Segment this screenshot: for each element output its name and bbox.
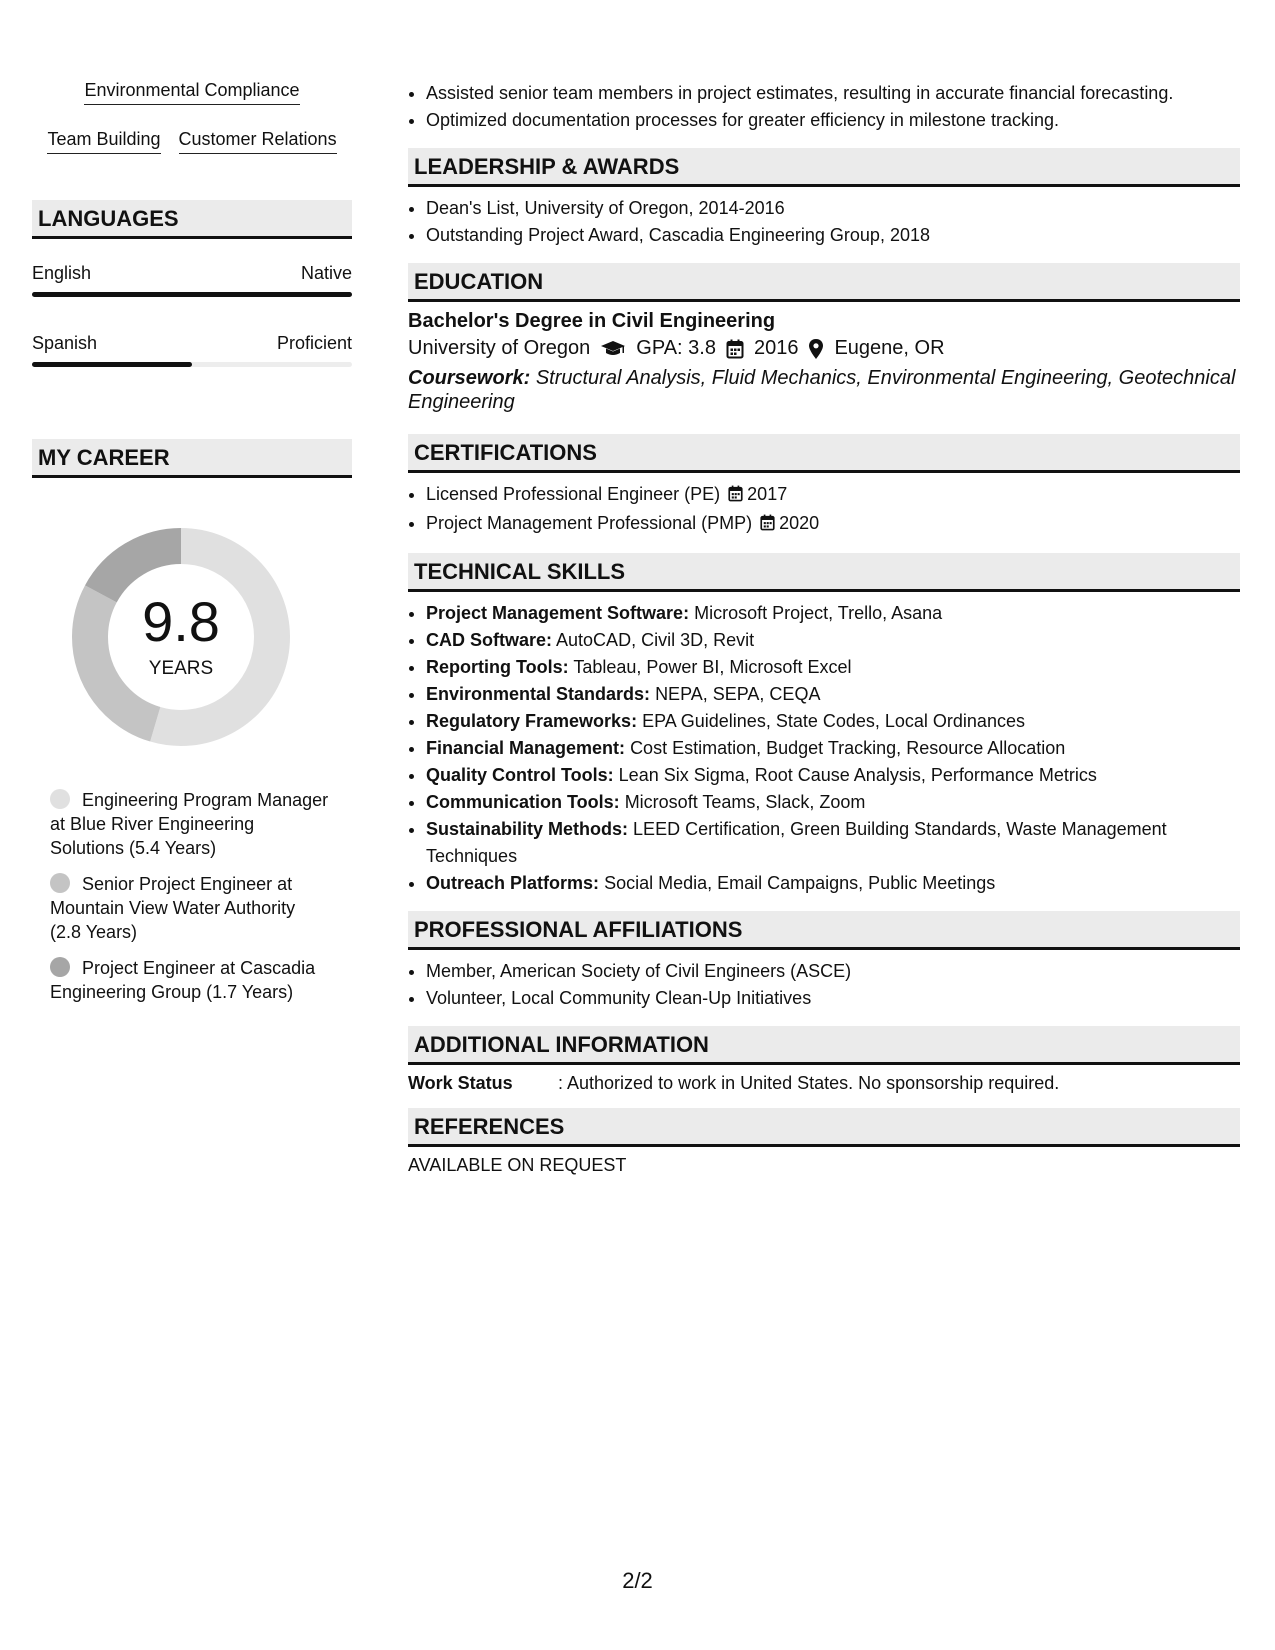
education-coursework	[408, 366, 1240, 414]
language-name: English	[32, 263, 92, 283]
left-column	[32, 80, 352, 1016]
education-school: University of Oregon	[408, 337, 591, 359]
skill-label: CAD Software:	[426, 630, 553, 650]
career-legend-dot	[50, 789, 70, 809]
skill-item	[426, 681, 1240, 708]
skill-value: AutoCAD, Civil 3D, Revit	[556, 630, 755, 650]
language-proficiency-fill	[32, 292, 352, 297]
coursework-text: Structural Analysis, Fluid Mechanics, Environmental Engineering, Geotechnical Engineering	[408, 367, 1236, 413]
language-proficiency-fill	[32, 362, 192, 367]
skill-value: LEED Certification, Green Building Standards, Waste Management Techniques	[426, 819, 1167, 866]
skill-label: Outreach Platforms:	[426, 873, 600, 893]
location-pin-icon	[808, 338, 824, 360]
skill-item	[426, 816, 1240, 870]
career-item	[50, 788, 330, 860]
certification-year: 2017	[747, 484, 788, 504]
skill-label: Financial Management:	[426, 738, 626, 758]
certification-item	[426, 510, 1240, 539]
leadership-item: • Outstanding Project Award, Cascadia Engineering Group, 2018	[426, 222, 1240, 249]
career-item	[50, 956, 330, 1004]
skill-value: Social Media, Email Campaigns, Public Meetings	[604, 873, 996, 893]
skill-value: Microsoft Teams, Slack, Zoom	[624, 792, 866, 812]
references-heading: REFERENCES	[408, 1108, 1240, 1147]
certification-name: Licensed Professional Engineer (PE)	[426, 484, 721, 504]
skill-tag: Customer Relations	[179, 129, 337, 154]
education-location: Eugene, OR	[834, 337, 945, 359]
career-legend	[50, 788, 330, 1004]
education-meta	[408, 337, 1240, 360]
career-legend-dot	[50, 957, 70, 977]
career-donut-chart	[66, 522, 296, 752]
additional-info-heading: ADDITIONAL INFORMATION	[408, 1026, 1240, 1065]
coursework-label: Coursework:	[408, 367, 531, 389]
page-number: 2/2	[622, 1568, 653, 1593]
education-heading: EDUCATION	[408, 263, 1240, 302]
skill-item	[426, 600, 1240, 627]
education-section	[408, 263, 1240, 414]
skill-value: Cost Estimation, Budget Tracking, Resource Allocation	[630, 738, 1066, 758]
technical-skills-section	[408, 553, 1240, 897]
career-item-label: Senior Project Engineer at Mountain View Water Authority (2.8 Years)	[50, 874, 296, 942]
skill-item	[426, 789, 1240, 816]
skill-tag: Environmental Compliance	[84, 80, 299, 105]
skill-value: NEPA, SEPA, CEQA	[655, 684, 821, 704]
technical-skills-list	[408, 600, 1240, 897]
leadership-section	[408, 148, 1240, 249]
languages-list	[32, 263, 352, 367]
leadership-heading: LEADERSHIP & AWARDS	[408, 148, 1240, 187]
skill-item	[426, 627, 1240, 654]
leadership-list	[408, 195, 1240, 249]
right-column	[408, 80, 1240, 1176]
certification-year: 2020	[779, 513, 820, 533]
languages-heading: LANGUAGES	[32, 200, 352, 239]
certification-name: Project Management Professional (PMP)	[426, 513, 753, 533]
leadership-item: • Dean's List, University of Oregon, 2014-2016	[426, 195, 1240, 222]
skill-label: Sustainability Methods:	[426, 819, 629, 839]
language-level: Native	[300, 263, 352, 283]
skill-item	[426, 735, 1240, 762]
calendar-icon	[728, 483, 743, 510]
skill-item	[426, 708, 1240, 735]
affiliations-section	[408, 911, 1240, 1012]
education-year: 2016	[753, 337, 799, 359]
calendar-icon	[760, 512, 775, 539]
skill-label: Quality Control Tools:	[426, 765, 614, 785]
skill-tag: Team Building	[47, 129, 160, 154]
career-total-unit: YEARS	[148, 658, 214, 679]
skill-value: EPA Guidelines, State Codes, Local Ordinances	[642, 711, 1025, 731]
skill-value: Tableau, Power BI, Microsoft Excel	[573, 657, 852, 677]
affiliations-list	[408, 958, 1240, 1012]
language-proficiency-bar	[32, 292, 352, 297]
education-gpa: GPA: 3.8	[636, 337, 716, 359]
skill-label: Environmental Standards:	[426, 684, 651, 704]
work-status-value: : Authorized to work in United States. No sponsorship required.	[558, 1073, 1060, 1093]
certifications-list	[408, 481, 1240, 539]
affiliations-heading: PROFESSIONAL AFFILIATIONS	[408, 911, 1240, 950]
career-total-value: 9.8	[142, 590, 220, 653]
skill-item	[426, 870, 1240, 897]
experience-bullet: • Assisted senior team members in project estimates, resulting in accurate financial forecasting.	[426, 80, 1240, 107]
certifications-section	[408, 434, 1240, 539]
technical-skills-heading: TECHNICAL SKILLS	[408, 553, 1240, 592]
education-degree: Bachelor's Degree in Civil Engineering	[408, 310, 776, 332]
skill-tags-row-2	[32, 129, 352, 154]
calendar-icon	[726, 339, 744, 359]
affiliation-item: • Member, American Society of Civil Engineers (ASCE)	[426, 958, 1240, 985]
career-item	[50, 872, 330, 944]
experience-bullet: • Optimized documentation processes for greater efficiency in milestone tracking.	[426, 107, 1240, 134]
experience-bullets	[408, 80, 1240, 134]
career-item-label: Engineering Program Manager at Blue River Engineering Solutions (5.4 Years)	[50, 790, 329, 858]
skill-value: Lean Six Sigma, Root Cause Analysis, Performance Metrics	[618, 765, 1097, 785]
references-text: AVAILABLE ON REQUEST	[408, 1155, 627, 1175]
skill-label: Communication Tools:	[426, 792, 620, 812]
skill-value: Microsoft Project, Trello, Asana	[694, 603, 943, 623]
skill-label: Reporting Tools:	[426, 657, 569, 677]
skill-item	[426, 762, 1240, 789]
language-name: Spanish	[32, 333, 98, 353]
language-level: Proficient	[276, 333, 352, 353]
work-status-label: Work Status	[408, 1073, 513, 1093]
certification-item	[426, 481, 1240, 510]
affiliation-item: • Volunteer, Local Community Clean-Up Initiatives	[426, 985, 1240, 1012]
graduation-cap-icon	[600, 340, 626, 358]
language-item	[32, 333, 352, 367]
work-status-row	[408, 1073, 1240, 1094]
references-section	[408, 1108, 1240, 1176]
career-heading: MY CAREER	[32, 439, 352, 478]
certifications-heading: CERTIFICATIONS	[408, 434, 1240, 473]
skill-label: Regulatory Frameworks:	[426, 711, 638, 731]
career-item-label: Project Engineer at Cascadia Engineering Group (1.7 Years)	[50, 958, 316, 1002]
additional-info-section	[408, 1026, 1240, 1094]
career-legend-dot	[50, 873, 70, 893]
skill-tags-row-1	[32, 80, 352, 105]
skill-item	[426, 654, 1240, 681]
language-item	[32, 263, 352, 297]
language-proficiency-bar	[32, 362, 352, 367]
skill-label: Project Management Software:	[426, 603, 690, 623]
